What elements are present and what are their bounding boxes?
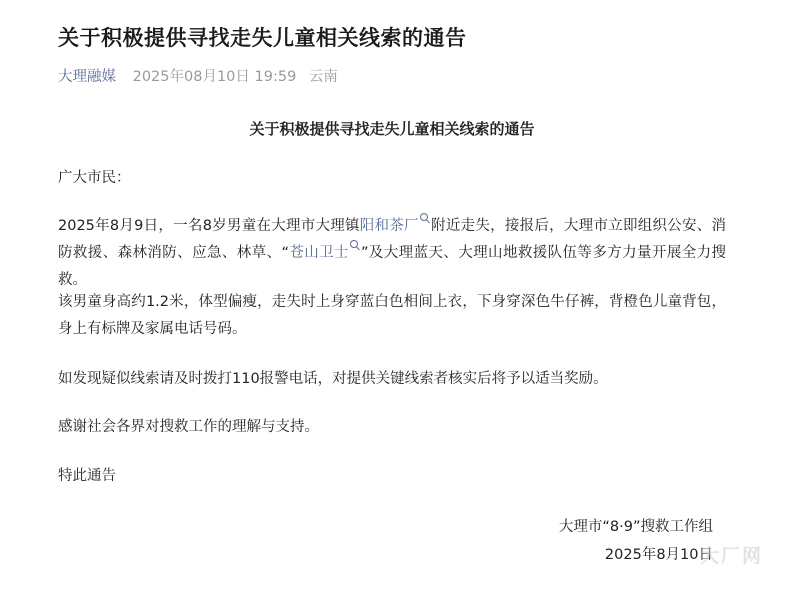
article-title: 关于积极提供寻找走失儿童相关线索的通告 bbox=[58, 26, 467, 50]
body1-text-part3: ”及大理蓝天、大理山地救援队伍等多方力量开展全力搜救。 bbox=[58, 245, 727, 288]
yanghe-tea-factory-link[interactable]: 阳和茶厂 bbox=[359, 218, 419, 234]
content-heading: 关于积极提供寻找走失儿童相关线索的通告 bbox=[249, 120, 535, 138]
search-icon[interactable] bbox=[350, 240, 358, 248]
publish-region: 云南 bbox=[308, 69, 338, 85]
search-icon[interactable] bbox=[420, 213, 428, 221]
body-paragraph-1 bbox=[58, 213, 726, 294]
cangshan-guard-link[interactable]: 苍山卫士 bbox=[288, 245, 349, 261]
signature-date: 2025年8月10日 bbox=[604, 547, 713, 563]
signature-org: 大理市“8·9”搜救工作组 bbox=[558, 519, 713, 535]
watermark-logo: 大厂网 bbox=[699, 545, 763, 567]
body1-text-part2: 附近走失，接报后，大理市立即组织公安、消防救援、森林消防、应急、林草、“ bbox=[58, 218, 727, 261]
notice-paragraph: 特此通告 bbox=[58, 468, 116, 484]
publish-datetime: 2025年08月10日 19:59 bbox=[132, 69, 297, 85]
body-paragraph-3: 如发现疑似线索请及时拨打110报警电话，对提供关键线索者核实后将予以适当奖励。 bbox=[58, 371, 608, 387]
source-link[interactable]: 大理融媒 bbox=[58, 69, 116, 85]
body-paragraph-4: 感谢社会各界对搜救工作的理解与支持。 bbox=[58, 419, 319, 435]
greeting-paragraph: 广大市民： bbox=[58, 170, 131, 186]
body-paragraph-2: 该男童身高约1.2米，体型偏瘦，走失时上身穿蓝白色相间上衣，下身穿深色牛仔裤，背橙色儿童背包，身上有标牌及家属电话号码。 bbox=[58, 294, 726, 337]
article-meta bbox=[58, 65, 338, 86]
body1-text-part1: 2025年8月9日，一名8岁男童在大理市大理镇 bbox=[58, 218, 360, 234]
article-content bbox=[58, 112, 727, 484]
